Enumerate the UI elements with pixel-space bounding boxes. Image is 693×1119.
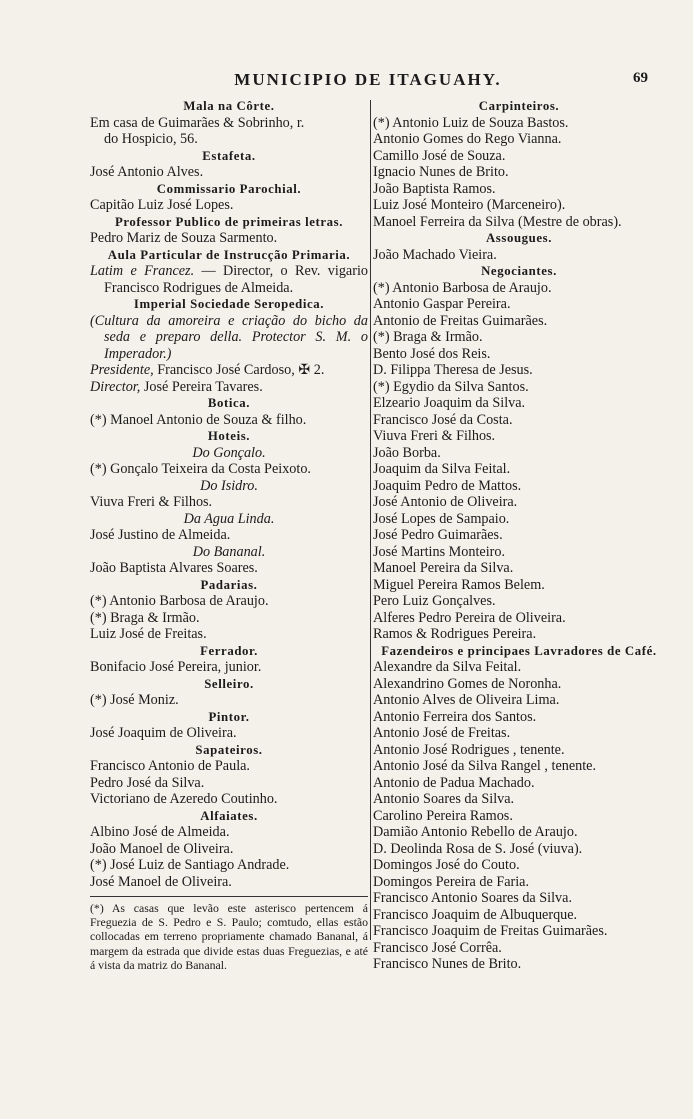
- column-divider: [370, 100, 371, 940]
- entry: João Baptista Ramos.: [373, 180, 496, 197]
- entry: Manoel Ferreira da Silva (Mestre de obras).: [373, 213, 622, 230]
- entry: Pedro Mariz de Souza Sarmento.: [90, 230, 278, 246]
- entry: (*) Antonio Barbosa de Araujo.: [90, 593, 269, 609]
- page-title: MUNICIPIO DE ITAGUAHY.: [234, 70, 502, 89]
- entry: Em casa de Guimarães & Sobrinho, r.: [90, 114, 305, 131]
- entry: Francisco Nunes de Brito.: [373, 956, 522, 972]
- entry: (*) Gonçalo Teixeira da Costa Peixoto.: [90, 461, 311, 477]
- entry: Pedro José da Silva.: [90, 774, 205, 791]
- entry: (*) José Luiz de Santiago Andrade.: [90, 857, 290, 873]
- entry: D. Deolinda Rosa de S. José (viuva).: [373, 840, 583, 857]
- entry: Francisco Antonio Soares da Silva.: [373, 890, 572, 906]
- entry-text: José Pereira Tavares.: [140, 378, 263, 395]
- entry: Francisco Joaquim de Freitas Guimarães.: [373, 923, 608, 939]
- section-heading: Padarias.: [200, 577, 258, 592]
- sub-heading: Do Isidro.: [200, 477, 258, 494]
- entry: Antonio José Rodrigues , tenente.: [373, 741, 565, 758]
- section-heading: Professor Publico de primeiras letras.: [114, 214, 344, 229]
- entry-label: Director,: [90, 378, 141, 395]
- entry: Domingos José do Couto.: [373, 857, 520, 873]
- section-heading: Negociantes.: [481, 264, 557, 278]
- sub-heading: Da Agua Linda.: [183, 510, 275, 527]
- entry: Ignacio Nunes de Brito.: [373, 164, 509, 180]
- entry: José Antonio Alves.: [90, 164, 204, 180]
- entry: Viuva Freri & Filhos.: [373, 428, 496, 444]
- entry: (*) Antonio Luiz de Souza Bastos.: [373, 114, 569, 131]
- section-heading: Assougues.: [485, 231, 553, 245]
- entry: José Joaquim de Oliveira.: [90, 725, 237, 741]
- sub-heading: Do Bananal.: [192, 543, 266, 560]
- section-heading: Sapateiros.: [195, 742, 263, 757]
- entry: (Cultura da amoreira e criação do bicho da seda e preparo della. Protector S. M. o Imperador.): [90, 312, 368, 362]
- entry: Pero Luiz Gonçalves.: [373, 593, 496, 609]
- entry: Francisco José Corrêa.: [373, 939, 502, 956]
- entry-text: — Director, o Rev. vigario Francisco Rodrigues de Almeida.: [104, 263, 368, 296]
- section-heading: Alfaiates.: [200, 808, 258, 823]
- entry: Bento José dos Reis.: [373, 345, 491, 362]
- entry: Francisco José da Costa.: [373, 411, 513, 428]
- entry: José Lopes de Sampaio.: [373, 510, 510, 527]
- entry: Antonio Soares da Silva.: [373, 791, 515, 807]
- section-heading: Mala na Côrte.: [183, 99, 275, 113]
- section-heading: Carpinteiros.: [478, 99, 560, 113]
- entry: (*) Braga & Irmão.: [90, 609, 200, 626]
- entry: Miguel Pereira Ramos Belem.: [373, 576, 545, 593]
- entry: Antonio Alves de Oliveira Lima.: [373, 692, 560, 708]
- section-heading: Ferrador.: [200, 643, 258, 658]
- entry: Bonifacio José Pereira, junior.: [90, 659, 262, 675]
- entry: Francisco Antonio de Paula.: [90, 758, 250, 774]
- entry: João Baptista Alvares Soares.: [90, 560, 258, 576]
- entry: José Martins Monteiro.: [373, 543, 506, 560]
- entry: Antonio Ferreira dos Santos.: [373, 708, 537, 725]
- entry: (*) Braga & Irmão.: [373, 329, 483, 345]
- entry: Joaquim Pedro de Mattos.: [373, 477, 522, 494]
- entry: D. Filippa Theresa de Jesus.: [373, 362, 533, 378]
- entry: João Manoel de Oliveira.: [90, 840, 234, 857]
- entry: Carolino Pereira Ramos.: [373, 807, 513, 824]
- entry: [90, 362, 368, 379]
- entry: João Machado Vieira.: [373, 246, 497, 263]
- entry: do Hospicio, 56.: [104, 131, 198, 147]
- entry-label: Latim e Francez.: [90, 263, 195, 279]
- entry: Manoel Pereira da Silva.: [373, 560, 514, 576]
- entry: Damião Antonio Rebello de Araujo.: [373, 824, 578, 840]
- fazendeiros-list: [373, 659, 665, 973]
- entry: Antonio Gomes do Rego Vianna.: [373, 131, 562, 147]
- page-header: [88, 70, 648, 94]
- entry: Camillo José de Souza.: [373, 147, 506, 164]
- section-heading: Aula Particular de Instrucção Primaria.: [107, 247, 351, 262]
- entry: Alferes Pedro Pereira de Oliveira.: [373, 609, 566, 626]
- entry: (*) Manoel Antonio de Souza & filho.: [90, 411, 307, 428]
- left-column: [90, 98, 368, 972]
- entry: Capitão Luiz José Lopes.: [90, 197, 234, 213]
- sub-heading: Do Gonçalo.: [192, 444, 266, 461]
- entry: (*) Antonio Barbosa de Araujo.: [373, 279, 552, 296]
- section-heading: Selleiro.: [204, 676, 254, 691]
- entry: João Borba.: [373, 444, 441, 461]
- entry: Antonio José de Freitas.: [373, 725, 511, 741]
- page-number: 69: [633, 70, 648, 86]
- entry: José Antonio de Oliveira.: [373, 494, 518, 510]
- entry: [90, 263, 368, 296]
- entry: José Pedro Guimarães.: [373, 527, 503, 543]
- entry: Luiz José Monteiro (Marceneiro).: [373, 197, 566, 213]
- footnote: (*) As casas que levão este asterisco pertencem á Freguezia de S. Pedro e S. Paulo; comtudo, ellas estão collocadas em terreno propriamente chamado Bananal, á margem da estrada que divide estas duas Freguezias, e até á vista da matriz do Bananal.: [90, 901, 368, 972]
- entry: Luiz José de Freitas.: [90, 626, 207, 642]
- entry: José Justino de Almeida.: [90, 527, 231, 543]
- entry: Antonio Gaspar Pereira.: [373, 296, 511, 312]
- section-heading: Pintor.: [208, 709, 250, 724]
- section-heading: Fazendeiros e principaes Lavradores de Café.: [381, 643, 657, 658]
- entry: Joaquim da Silva Feital.: [373, 461, 511, 477]
- entry: Ramos & Rodrigues Pereira.: [373, 626, 537, 642]
- entry: Alexandrino Gomes de Noronha.: [373, 675, 562, 692]
- right-column: [373, 98, 665, 973]
- section-heading: Hoteis.: [207, 429, 251, 443]
- entry: Antonio José da Silva Rangel , tenente.: [373, 758, 597, 774]
- section-heading: Commissario Parochial.: [156, 181, 302, 196]
- entry: [90, 379, 368, 396]
- entry: Domingos Pereira de Faria.: [373, 873, 530, 890]
- entry: José Manoel de Oliveira.: [90, 873, 232, 890]
- entry: (*) José Moniz.: [90, 692, 179, 708]
- section-heading: Estafeta.: [202, 148, 256, 163]
- entry: Antonio de Freitas Guimarães.: [373, 312, 548, 329]
- negociantes-list: [373, 280, 665, 643]
- section-heading: Botica.: [207, 396, 251, 410]
- entry: Antonio de Padua Machado.: [373, 774, 535, 791]
- entry: Victoriano de Azeredo Coutinho.: [90, 791, 278, 807]
- section-heading: Imperial Sociedade Seropedica.: [133, 297, 325, 311]
- entry: Francisco Joaquim de Albuquerque.: [373, 906, 578, 923]
- footnote-rule: [90, 896, 368, 897]
- entry: Albino José de Almeida.: [90, 824, 230, 840]
- entry: Alexandre da Silva Feital.: [373, 659, 522, 675]
- entry: Elzeario Joaquim da Silva.: [373, 395, 526, 411]
- entry-label: Presidente,: [90, 362, 154, 378]
- entry: Viuva Freri & Filhos.: [90, 494, 213, 510]
- entry: (*) Egydio da Silva Santos.: [373, 378, 529, 395]
- entry-text: Francisco José Cardoso, ✠ 2.: [153, 362, 325, 378]
